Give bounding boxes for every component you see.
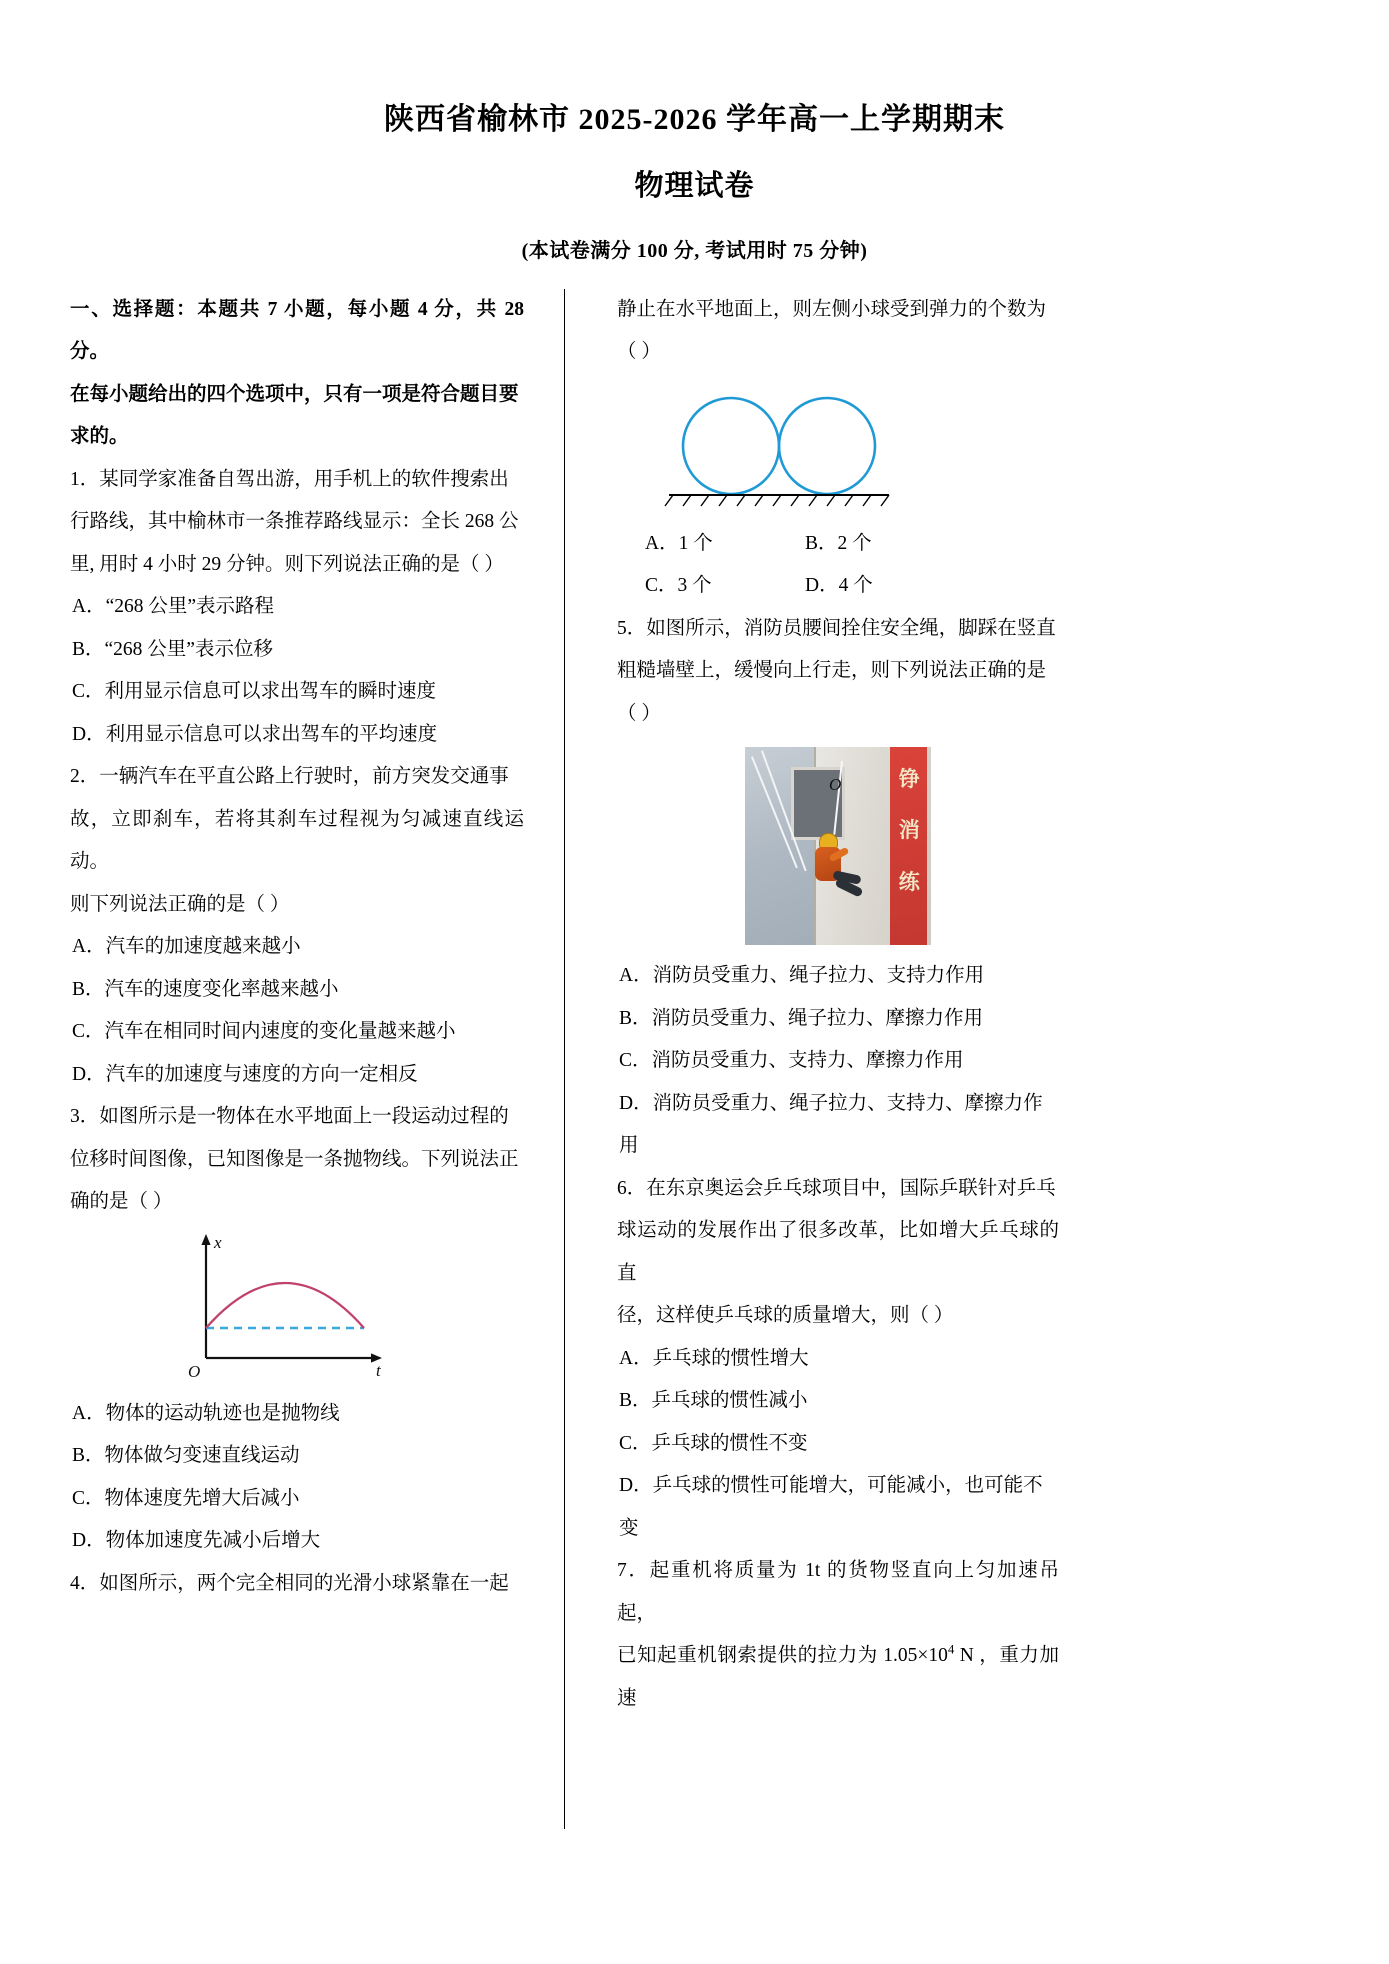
question-2-option-b: B．汽车的速度变化率越来越小	[72, 978, 339, 1000]
graph-origin-label: O	[188, 1361, 201, 1381]
section-heading-line-1: 一、选择题：本题共 7 小题，每小题 4 分，共 28 分。	[70, 298, 524, 362]
question-3-option-d: D．物体加速度先减小后增大	[72, 1530, 321, 1551]
question-5-firefighter-photo	[745, 747, 931, 945]
photo-banner-char-1: 铮	[898, 766, 920, 791]
left-column	[70, 289, 550, 1606]
question-3-option-a: A．物体的运动轨迹也是抛物线	[72, 1402, 340, 1424]
exam-info-line: (本试卷满分 100 分, 考试用时 75 分钟)	[521, 239, 868, 262]
question-4-stem-line-2: 静止在水平地面上，则左侧小球受到弹力的个数为	[617, 298, 1047, 320]
section-heading-line-3: 求的。	[70, 426, 129, 447]
question-6-stem-line-3: 径，这样使乒乓球的质量增大，则（ ）	[617, 1305, 954, 1326]
photo-banner-char-3: 练	[898, 869, 920, 894]
question-3-option-c: C．物体速度先增大后减小	[72, 1487, 300, 1509]
question-7-exponent: 4	[947, 1642, 955, 1657]
section-heading-line-2: 在每小题给出的四个选项中，只有一项是符合题目要	[70, 383, 519, 405]
question-3-stem-line-3: 确的是（ ）	[70, 1191, 173, 1212]
question-1-stem-line-2: 行路线，其中榆林市一条推荐路线显示：全长 268 公	[70, 511, 519, 532]
question-2-option-d: D．汽车的加速度与速度的方向一定相反	[72, 1063, 418, 1085]
question-5-option-d: D．消防员受重力、绳子拉力、支持力、摩擦力作用	[619, 1092, 1043, 1156]
question-1-option-b: B．“268 公里”表示位移	[72, 638, 273, 660]
question-1-option-d: D．利用显示信息可以求出驾车的平均速度	[72, 723, 438, 745]
question-5-stem-line-1: 5．如图所示，消防员腰间拴住安全绳，脚踩在竖直	[617, 617, 1056, 639]
question-2-option-a: A．汽车的加速度越来越小	[72, 936, 301, 957]
page-title: 陕西省榆林市 2025-2026 学年高一上学期期末	[384, 103, 1005, 136]
question-2-stem-line-1: 2．一辆汽车在平直公路上行驶时，前方突发交通事	[70, 766, 509, 787]
question-6-option-b: B．乒乓球的惯性减小	[619, 1390, 808, 1411]
question-7-text-part-b: N ，重力加速	[617, 1645, 1059, 1709]
question-5-option-c: C．消防员受重力、支持力、摩擦力作用	[619, 1050, 964, 1071]
question-1-option-a: A．“268 公里”表示路程	[72, 596, 275, 617]
question-4-option-d: D．4 个	[805, 575, 873, 596]
question-1-stem-line-3: 里, 用时 4 小时 29 分钟。则下列说法正确的是（ ）	[70, 553, 504, 575]
ground-hatching	[665, 495, 889, 506]
question-4-options-row-2	[617, 565, 1059, 608]
graph-parabola-curve	[206, 1283, 364, 1328]
question-2-stem-line-2: 故，立即刹车，若将其刹车过程视为匀减速直线运动。	[70, 808, 524, 872]
right-column	[579, 289, 1059, 1721]
graph-x-axis-label: t	[376, 1360, 381, 1380]
question-6-option-d: D．乒乓球的惯性可能增大，可能减小，也可能不变	[619, 1475, 1043, 1539]
question-3-displacement-time-graph	[178, 1232, 524, 1387]
graph-y-axis-label: x	[214, 1232, 222, 1252]
question-3-option-b: B．物体做匀变速直线运动	[72, 1445, 300, 1466]
right-ball-circle	[779, 398, 875, 494]
question-3-stem-line-2: 位移时间图像，已知图像是一条抛物线。下列说法正	[70, 1148, 519, 1170]
question-4-two-balls-diagram	[633, 388, 1059, 513]
question-4-option-a: A．1 个	[645, 532, 713, 554]
question-6-option-a: A．乒乓球的惯性增大	[619, 1347, 809, 1369]
question-4-stem-line-1: 4．如图所示，两个完全相同的光滑小球紧靠在一起	[70, 1572, 509, 1594]
question-5-option-b: B．消防员受重力、绳子拉力、摩擦力作用	[619, 1007, 984, 1029]
graph-y-axis-arrow	[201, 1234, 210, 1245]
question-3-stem-line-1: 3．如图所示是一物体在水平地面上一段运动过程的	[70, 1106, 509, 1127]
two-column-body	[70, 289, 1319, 1829]
question-4-options-row-1	[617, 523, 1059, 566]
question-6-option-c: C．乒乓球的惯性不变	[619, 1432, 808, 1454]
photo-banner-char-2: 消	[898, 818, 920, 843]
photo-point-o-label: O	[829, 775, 842, 794]
question-5-answer-bracket: （ ）	[617, 702, 661, 724]
question-5-stem-line-2: 粗糙墙壁上，缓慢向上行走，则下列说法正确的是	[617, 660, 1047, 681]
question-7-text-part-a: 已知起重机钢索提供的拉力为 1.05×10	[617, 1645, 948, 1666]
left-ball-circle	[683, 398, 779, 494]
question-1-stem-line-1: 1．某同学家准备自驾出游，用手机上的软件搜索出	[70, 468, 509, 490]
question-6-stem-line-1: 6．在东京奥运会乒乓球项目中，国际乒联针对乒乓	[617, 1177, 1056, 1199]
question-4-option-b: B．2 个	[805, 532, 872, 554]
question-4-answer-bracket: （ ）	[617, 341, 661, 362]
page-subtitle: 物理试卷	[634, 169, 755, 202]
question-2-option-c: C．汽车在相同时间内速度的变化量越来越小	[72, 1021, 456, 1042]
question-1-option-c: C．利用显示信息可以求出驾车的瞬时速度	[72, 681, 437, 702]
question-2-stem-line-3: 则下列说法正确的是（ ）	[70, 893, 290, 915]
question-7-stem-line-1: 7．起重机将质量为 1t 的货物竖直向上匀加速吊起，	[617, 1560, 1059, 1624]
question-6-stem-line-2: 球运动的发展作出了很多改革，比如增大乒乓球的直	[617, 1220, 1059, 1284]
question-7-stem-line-2	[617, 1635, 1059, 1720]
question-5-option-a: A．消防员受重力、绳子拉力、支持力作用	[619, 965, 985, 986]
question-4-option-c: C．3 个	[645, 575, 712, 596]
column-divider	[564, 289, 565, 1829]
